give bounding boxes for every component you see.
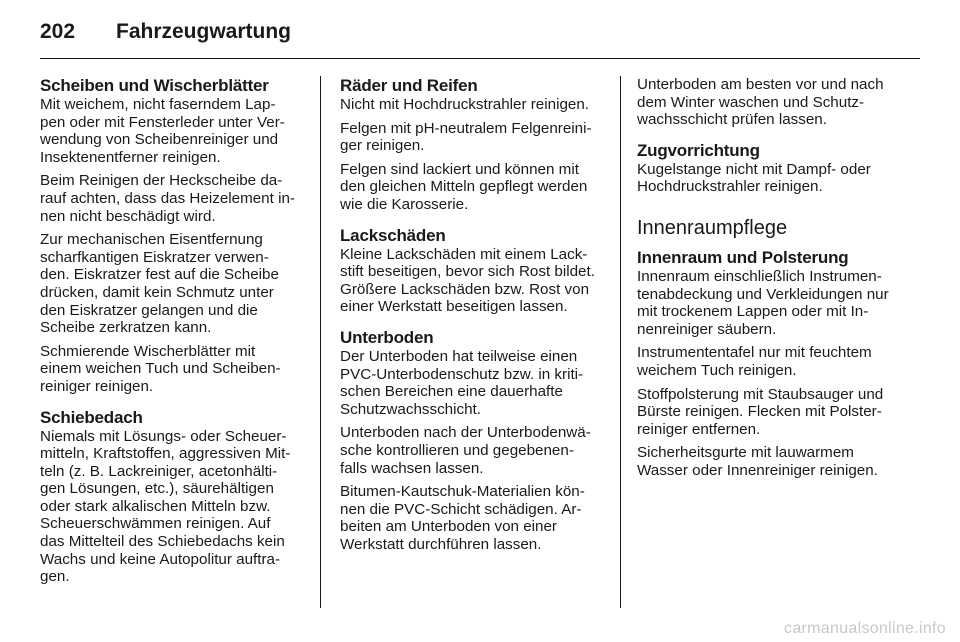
section-lackschaeden (340, 226, 606, 316)
paragraph: Kugelstange nicht mit Dampf- oder Hochdruckstrahler reinigen. (637, 160, 871, 196)
column-divider (320, 76, 321, 608)
page-header (40, 18, 920, 48)
paragraph: Niemals mit Lösungs- oder Scheuer- mitteln, Kraftstoffen, aggressiven Mit- teln (z. B. Lackreiniger, acetonhälti- gen Lösungen, etc.), säurehältigen oder stark alkalischen Mitteln bzw. Scheuerschwämmen reinigen. Auf das Mittelteil des Schiebedachs kein Wachs und keine Autopolitur auftra- gen. (40, 427, 291, 586)
paragraph: Sicherheitsgurte mit lauwarmem Wasser oder Innenreiniger reinigen. (637, 444, 878, 479)
chapter-innenraumpflege (637, 216, 905, 480)
paragraph: Zur mechanischen Eisentfernung scharfkantigen Eiskratzer verwen- den. Eiskratzer fest auf die Scheibe drücken, damit kein Schmutz unter den Eiskratzer gelangen und die Scheibe zerkratzen kann. (40, 231, 279, 337)
section-heading: Schiebedach (40, 407, 143, 427)
section-heading: Scheiben und Wischerblätter (40, 76, 269, 95)
paragraph: Innenraum einschließlich Instrumen- tenabdeckung und Verkleidungen nur mit trockenem Lappen oder mit In- nenreiniger säubern. (637, 267, 889, 338)
section-zugvorrichtung (637, 141, 905, 196)
paragraph: Schmierende Wischerblätter mit einem weichen Tuch und Scheiben- reiniger reinigen. (40, 342, 281, 395)
paragraph: Der Unterboden hat teilweise einen PVC-Unterbodenschutz bzw. in kriti- schen Bereichen eine dauerhafte Schutzwachsschicht. (340, 347, 584, 418)
paragraph: Instrumententafel nur mit feuchtem weichem Tuch reinigen. (637, 344, 872, 379)
chapter-heading: Innenraumpflege (637, 216, 788, 239)
paragraph: Stoffpolsterung mit Staubsauger und Bürste reinigen. Flecken mit Polster- reiniger entfernen. (637, 385, 884, 438)
section-innenraum (637, 248, 905, 480)
section-heading: Zugvorrichtung (637, 140, 760, 160)
column-3 (637, 76, 905, 486)
section-heading: Unterboden (340, 327, 434, 347)
column-2 (340, 76, 606, 559)
section-heading: Lackschäden (340, 225, 446, 245)
section-schiebedach (40, 408, 304, 586)
column-1 (40, 76, 304, 592)
column-divider (620, 76, 621, 608)
paragraph: Nicht mit Hochdruckstrahler reinigen. (340, 96, 589, 113)
section-heading: Räder und Reifen (340, 76, 478, 95)
page-number: 202 (40, 20, 76, 43)
section-scheiben (40, 76, 304, 396)
paragraph: Unterboden am besten vor und nach dem Winter waschen und Schutz- wachsschicht prüfen lassen. (637, 76, 884, 129)
paragraph: Mit weichem, nicht faserndem Lap- pen oder mit Fensterleder unter Ver- wendung von Scheibenreiniger und Insektenentferner reinigen. (40, 96, 285, 166)
paragraph: Felgen sind lackiert und können mit den gleichen Mitteln gepflegt werden wie die Karosserie. (340, 160, 588, 213)
header-rule (40, 58, 920, 59)
paragraph: Felgen mit pH-neutralem Felgenreini- ger reinigen. (340, 119, 592, 155)
section-raeder (340, 76, 606, 214)
section-unterboden (340, 328, 606, 554)
watermark: carmanualsonline.info (784, 620, 946, 637)
page-title: Fahrzeugwartung (116, 20, 292, 43)
paragraph: Unterboden nach der Unterbodenwä- sche kontrollieren und gegebenen- falls wachsen lassen. (340, 424, 591, 477)
paragraph: Bitumen-Kautschuk-Materialien kön- nen die PVC-Schicht schädigen. Ar- beiten am Unterboden von einer Werkstatt durchführen lassen. (340, 483, 585, 553)
paragraph: Beim Reinigen der Heckscheibe da- rauf achten, dass das Heizelement in- nen nicht beschädigt wird. (40, 172, 295, 225)
paragraph: Kleine Lackschäden mit einem Lack- stift beseitigen, bevor sich Rost bildet. Größere Lackschäden bzw. Rost von einer Werkstatt beseitigen lassen. (340, 245, 595, 316)
section-heading: Innenraum und Polsterung (637, 247, 849, 267)
